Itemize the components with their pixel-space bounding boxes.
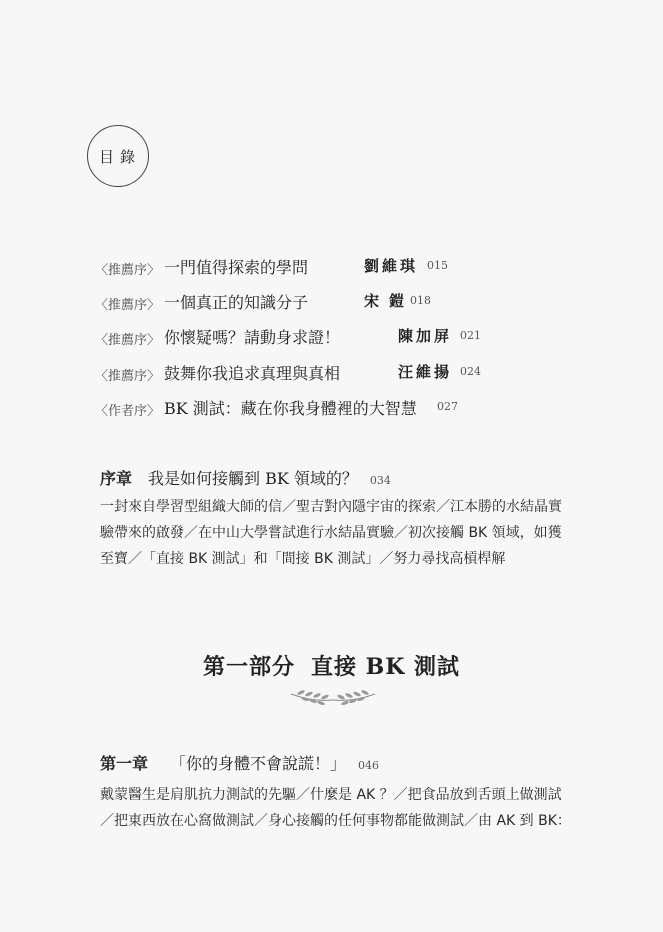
entry-title: BK 測試：藏在你我身體裡的大智慧 <box>164 399 417 418</box>
toc-entry-preface[interactable] <box>95 361 575 385</box>
prologue-summary <box>100 494 580 572</box>
entry-title: 一個真正的知識分子 <box>164 293 309 312</box>
toc-entry-preface[interactable] <box>95 290 575 314</box>
entry-title: 一門值得探索的學問 <box>164 258 309 277</box>
toc-heading-badge <box>87 125 149 187</box>
summary-line: 驗帶來的啟發／在中山大學嘗試進行水結晶實驗／初次接觸 BK 領域，如獲 <box>100 525 562 541</box>
chapter-1-summary <box>100 782 580 834</box>
entry-author: 劉維琪 <box>364 257 419 275</box>
toc-entry-prologue[interactable] <box>100 466 391 489</box>
entry-page-number: 021 <box>460 329 481 342</box>
toc-entry-chapter-1[interactable] <box>100 751 379 774</box>
entry-author: 宋鎧 <box>364 292 415 310</box>
toc-entry-preface[interactable] <box>95 325 575 349</box>
prologue-label: 序章 <box>100 469 133 488</box>
entry-page-number: 018 <box>410 294 431 307</box>
entry-tag: 〈推薦序〉 <box>95 263 161 278</box>
part-label: 第一部分 <box>202 654 295 680</box>
summary-line: 戴蒙醫生是肩肌抗力測試的先驅／什麼是 AK ？／把食品放到舌頭上做測試 <box>100 787 562 803</box>
entry-title: 鼓舞你我追求真理與真相 <box>164 364 341 383</box>
entry-author: 陳加屏 <box>398 327 453 345</box>
part-title: 直接 BK 測試 <box>310 654 461 680</box>
entry-title: 你懷疑嗎？請動身求證！ <box>164 328 341 347</box>
toc-entry-preface[interactable] <box>95 255 575 279</box>
entry-author: 汪維揚 <box>398 363 453 381</box>
entry-tag: 〈推薦序〉 <box>95 298 161 313</box>
entry-page-number: 024 <box>460 365 481 378</box>
entry-tag: 〈作者序〉 <box>95 404 161 419</box>
summary-line: 一封來自學習型組織大師的信／聖吉對內隱宇宙的探索／江本勝的水結晶實 <box>100 499 562 515</box>
entry-page-number: 027 <box>437 400 458 413</box>
laurel-ornament-icon <box>287 686 379 708</box>
toc-heading: 目錄 <box>98 147 141 166</box>
prologue-title: 我是如何接觸到 BK 領域的？ <box>148 469 358 488</box>
chapter-title: 「你的身體不會說謊！」 <box>170 754 347 773</box>
entry-tag: 〈推薦序〉 <box>95 333 161 348</box>
prologue-page-number: 034 <box>369 474 391 487</box>
entry-tag: 〈推薦序〉 <box>95 369 161 384</box>
toc-entry-author-preface[interactable] <box>95 396 575 420</box>
entry-page-number: 015 <box>427 259 448 272</box>
part-heading <box>0 650 663 681</box>
summary-line: 至寶／「直接 BK 測試」和「間接 BK 測試」／努力尋找高槓桿解 <box>100 551 506 567</box>
chapter-page-number: 046 <box>358 759 380 772</box>
chapter-label: 第一章 <box>100 754 149 773</box>
summary-line: ／把東西放在心窩做測試／身心接觸的任何事物都能做測試／由 AK 到 BK： <box>100 813 571 829</box>
